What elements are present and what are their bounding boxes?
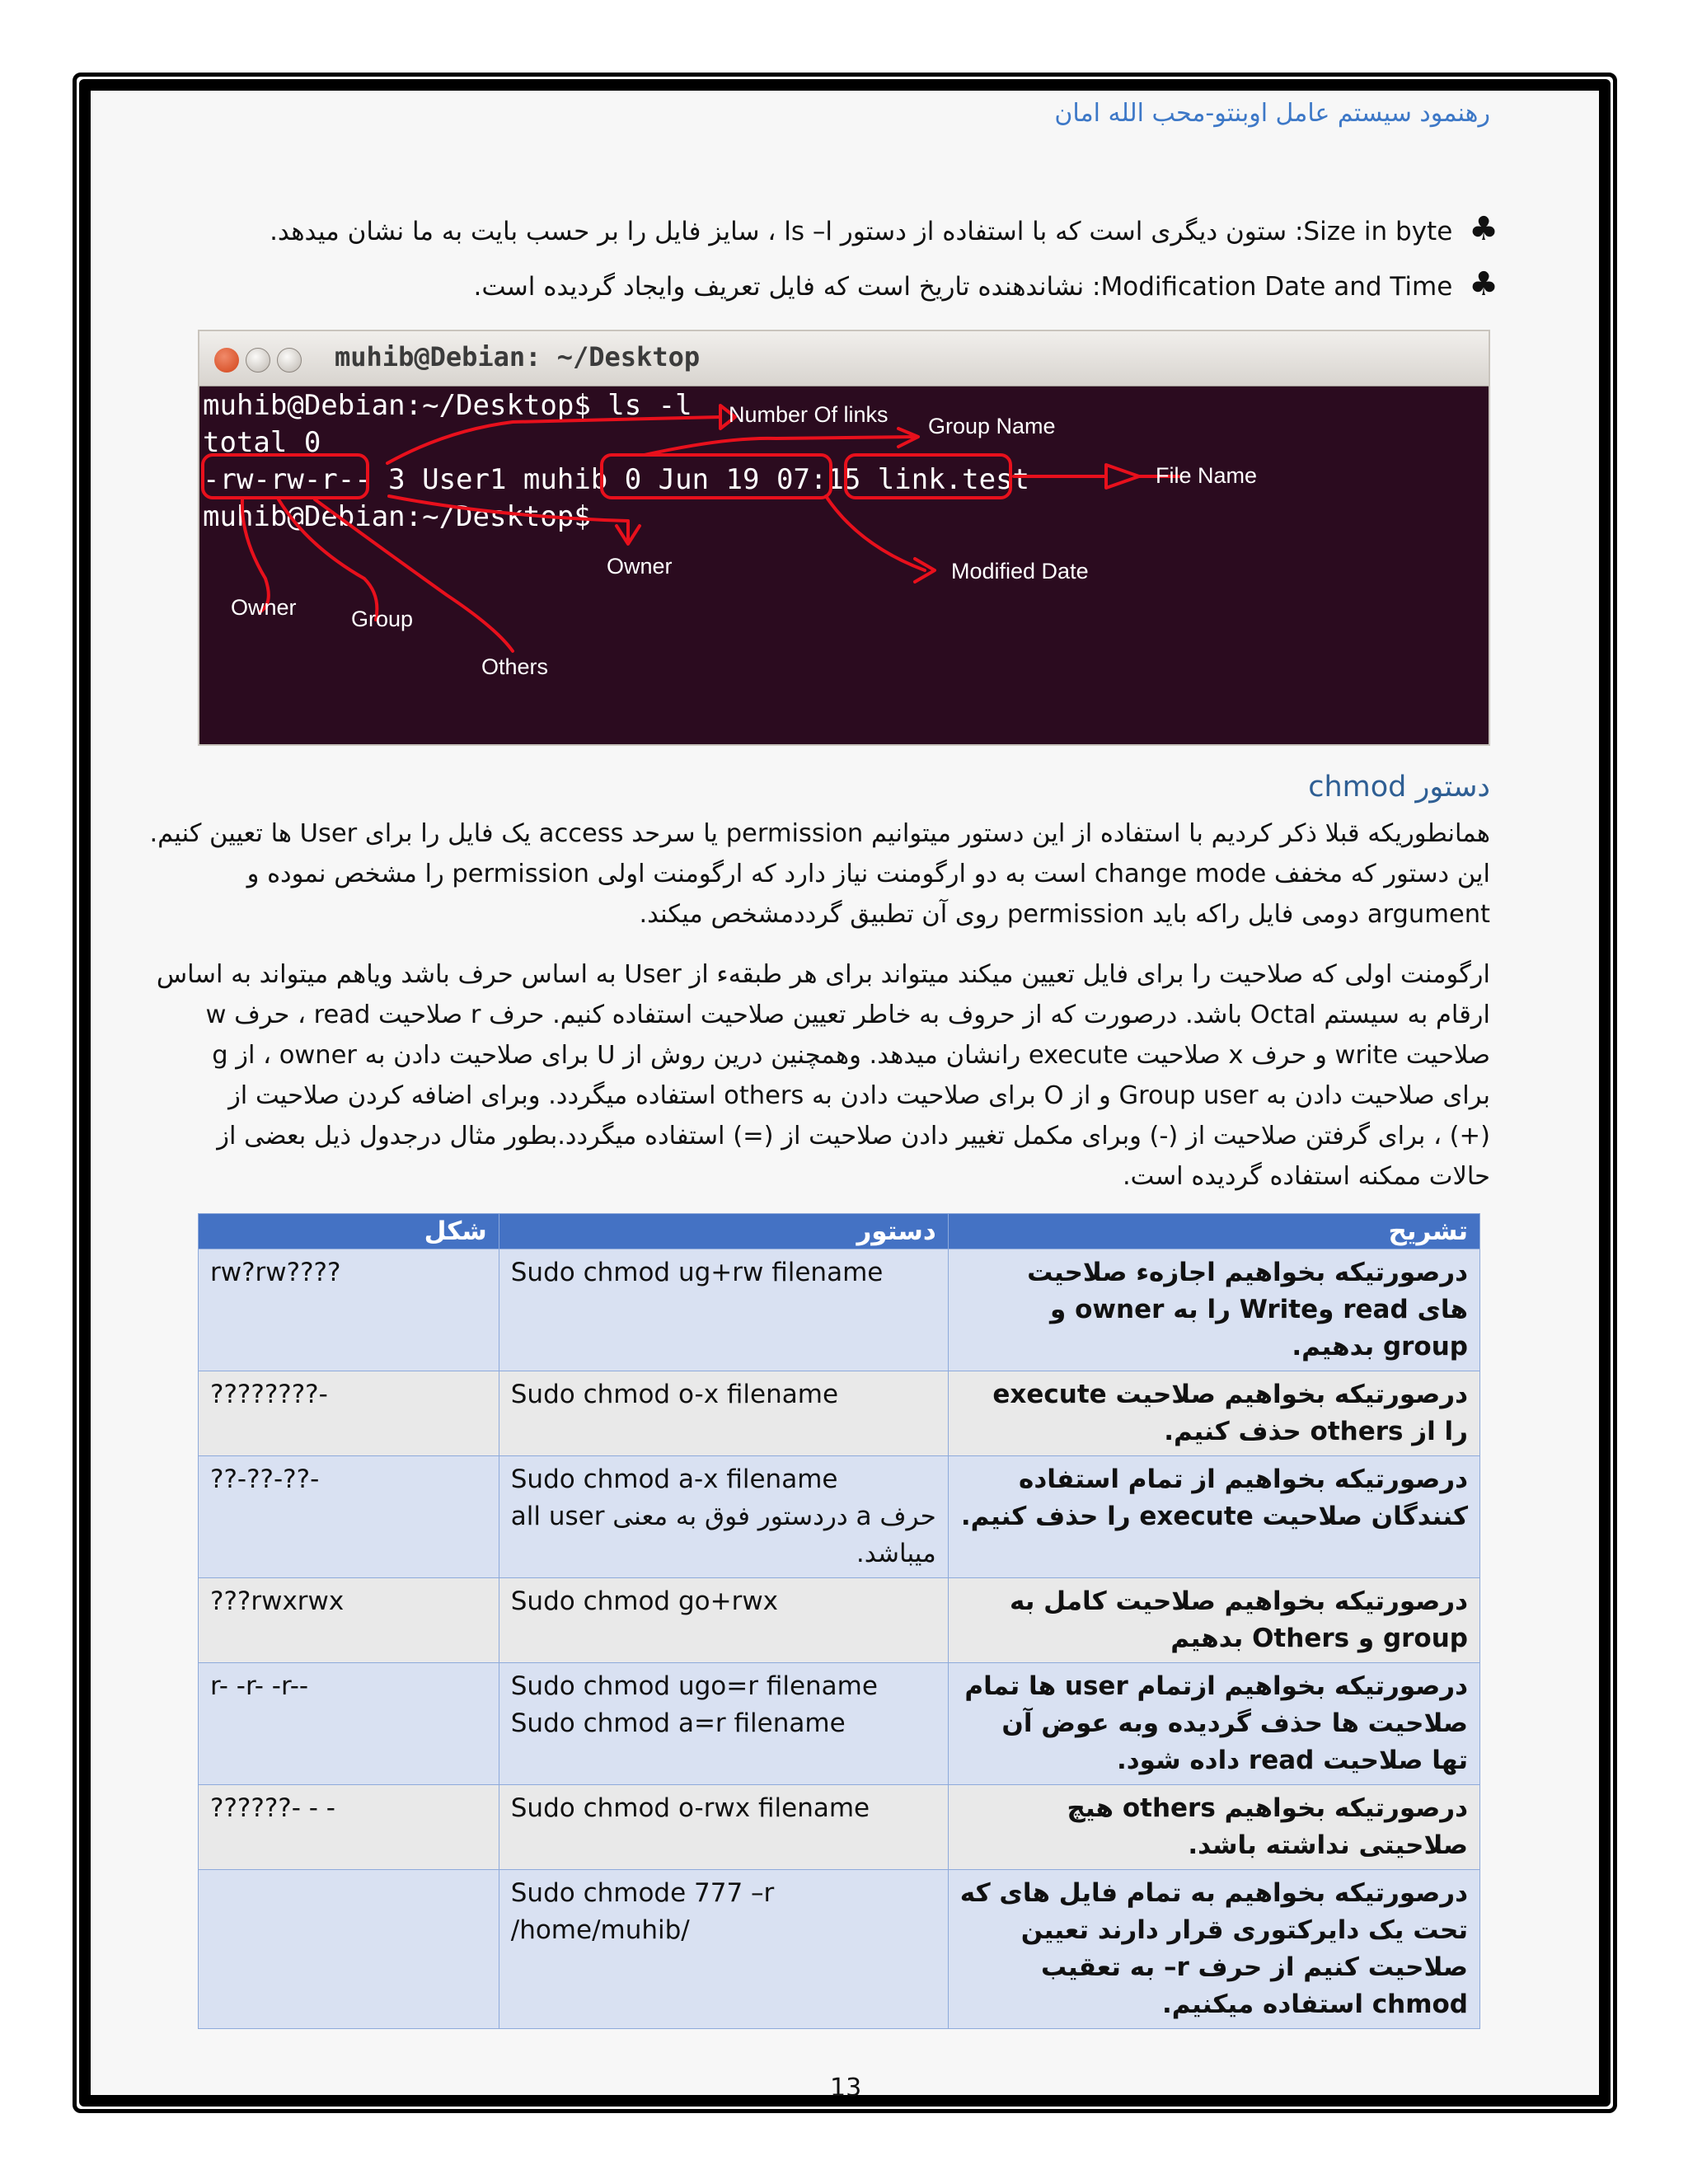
bullet-text: Size in byte: ستون دیگری است که با استفاده از دستور ls –l ، سایز فایل را بر حسب بایت به ما نشان میدهد. bbox=[270, 217, 1453, 246]
table-row bbox=[199, 1785, 1480, 1870]
cell-line: Sudo chmod ug+rw filename bbox=[510, 1258, 884, 1287]
cell-line: درصورتیکه بخواهیم ازتمام user ها تمام bbox=[964, 1671, 1468, 1701]
shape-cell: ??-??-??- bbox=[199, 1456, 499, 1578]
bullet-modification-date bbox=[473, 265, 1498, 303]
label-file-name: File Name bbox=[1156, 463, 1258, 488]
cell-line: درصورتیکه بخواهیم از تمام استفاده bbox=[1019, 1465, 1468, 1494]
command-cell bbox=[499, 1456, 948, 1578]
bullet-size-in-byte bbox=[270, 210, 1498, 248]
command-cell bbox=[499, 1785, 948, 1870]
cell-line: درصورتیکه بخواهیم اجازهء صلاحیت bbox=[1027, 1258, 1468, 1287]
table-row bbox=[199, 1578, 1480, 1663]
cell-line: Sudo chmod ugo=r filename bbox=[510, 1671, 878, 1701]
table-row bbox=[199, 1870, 1480, 2029]
label-others-permission: Others bbox=[481, 654, 549, 679]
paragraph-intro bbox=[149, 813, 1490, 935]
table-row bbox=[199, 1663, 1480, 1785]
cell-line: تحت یک دایرکتوری قرار دارند تعیین bbox=[1020, 1915, 1468, 1945]
shape-cell: ???rwxrwx bbox=[199, 1578, 499, 1663]
label-group-permission: Group bbox=[351, 607, 414, 631]
cell-line: Sudo chmod a-x filename bbox=[510, 1465, 838, 1494]
cell-line: درصورتیکه بخواهیم صلاحیت کامل به bbox=[1009, 1586, 1468, 1616]
terminal-line: total 0 bbox=[203, 426, 321, 459]
cell-line: صلاحیت ها حذف گردیده وبه عوض آن bbox=[1001, 1708, 1468, 1738]
cell-line: chmod استفاده میکنیم. bbox=[1161, 1990, 1468, 2019]
cell-line: Sudo chmod o-rwx filename bbox=[510, 1793, 870, 1823]
annotation-arrows bbox=[199, 331, 1489, 744]
header-description: تشریح bbox=[948, 1214, 1479, 1249]
file-arrowhead bbox=[1106, 465, 1139, 488]
club-bullet-icon: ♣ bbox=[1469, 265, 1498, 303]
paragraph-arguments bbox=[156, 954, 1490, 1197]
paragraph-line: برای صلاحیت دادن به Group user و از O برای صلاحیت دادن به others استفاده میگردد. وبرای اضافه کردن صلاحیت از bbox=[228, 1081, 1490, 1110]
description-cell bbox=[948, 1456, 1479, 1578]
paragraph-line: حالات ممکنه استفاده گردیده است. bbox=[1122, 1162, 1490, 1191]
command-cell bbox=[499, 1663, 948, 1785]
table-row bbox=[199, 1371, 1480, 1456]
cell-line: را از others حذف کنیم. bbox=[1164, 1417, 1468, 1446]
command-cell bbox=[499, 1578, 948, 1663]
club-bullet-icon: ♣ bbox=[1469, 210, 1498, 248]
cell-line: درصورتیکه بخواهیم صلاحیت execute bbox=[992, 1380, 1468, 1409]
description-cell bbox=[948, 1870, 1479, 2029]
label-modified-date: Modified Date bbox=[951, 559, 1089, 583]
cell-line: Sudo chmod o-x filename bbox=[510, 1380, 839, 1409]
cell-line: حرف a دردستور فوق به معنی all user bbox=[510, 1502, 936, 1531]
description-cell bbox=[948, 1578, 1479, 1663]
description-cell bbox=[948, 1785, 1479, 1870]
paragraph-line: این دستور که مخفف change mode است به دو ارگومنت نیاز دارد که ارگومنت اولی permission را مشخص نموده و bbox=[246, 860, 1490, 888]
filename-circle bbox=[846, 455, 1010, 498]
modified-arrow bbox=[826, 496, 925, 570]
date-circle bbox=[602, 455, 831, 498]
command-cell bbox=[499, 1249, 948, 1371]
others-perm-line bbox=[315, 499, 513, 651]
label-owner-column: Owner bbox=[607, 554, 673, 579]
command-cell bbox=[499, 1371, 948, 1456]
cell-line: صلاحیت کنیم از حرف r– به تعقیب bbox=[1041, 1952, 1468, 1982]
cell-line: Sudo chmod go+rwx bbox=[510, 1586, 779, 1616]
terminal-screenshot bbox=[198, 330, 1490, 746]
page-header: رهنمود سیستم عامل اوبنتو-محب الله امان bbox=[1054, 99, 1490, 128]
cell-line: /home/muhib/ bbox=[510, 1915, 690, 1945]
shape-cell: rw?rw???? bbox=[199, 1249, 499, 1371]
cell-line: درصورتیکه بخواهیم به تمام فایل های که bbox=[959, 1878, 1468, 1908]
header-shape: شکل bbox=[199, 1214, 499, 1249]
label-number-of-links: Number Of links bbox=[729, 402, 889, 427]
label-group-name: Group Name bbox=[928, 414, 1056, 438]
chmod-examples-table bbox=[198, 1213, 1480, 2029]
cell-line: میباشد. bbox=[856, 1539, 936, 1568]
shape-cell bbox=[199, 1870, 499, 2029]
cell-line: تها صلاحیت read داده شود. bbox=[1116, 1746, 1468, 1775]
cell-line: group و Others بدهیم bbox=[1170, 1624, 1468, 1653]
cell-line: درصورتیکه بخواهیم others هیچ bbox=[1067, 1793, 1468, 1823]
command-cell bbox=[499, 1870, 948, 2029]
shape-cell: ??????- - - bbox=[199, 1785, 499, 1870]
table-row bbox=[199, 1249, 1480, 1371]
window-title: muhib@Debian: ~/Desktop bbox=[335, 341, 701, 373]
paragraph-line: ارقام به سیستم Octal باشد. درصورت که از حروف به خاطر تعیین صلاحیت استفاده کنیم. حرف r صلاحیت read ، حرف w bbox=[205, 1001, 1490, 1029]
cell-line: کنندگان صلاحیت execute را حذف کنیم. bbox=[960, 1502, 1468, 1531]
description-cell bbox=[948, 1663, 1479, 1785]
paragraph-line: (+) ، برای گرفتن صلاحیت از (-) وبرای مکمل تغییر دادن صلاحیت از (=) استفاده میگردد.بطور مثال درجدول ذیل بعضی از bbox=[217, 1122, 1490, 1151]
terminal-line: -rw-rw-r-- 3 User1 muhib 0 Jun 19 07:15 link.test bbox=[203, 463, 1030, 496]
paragraph-line: صلاحیت write و حرف x صلاحیت execute رانشان میدهد. وهمچنین درین روش از U برای صلاحیت دادن به owner ، از g bbox=[212, 1041, 1490, 1070]
permission-circle bbox=[203, 455, 368, 498]
description-cell bbox=[948, 1371, 1479, 1456]
cell-line: Sudo chmode 777 –r bbox=[510, 1878, 775, 1908]
owner-arrow bbox=[389, 496, 628, 539]
bullet-text: Modification Date and Time: نشاندهنده تاریخ است که فایل تعریف وایجاد گردیده است. bbox=[473, 272, 1453, 302]
table-header-row bbox=[199, 1214, 1480, 1249]
cell-line: group بدهیم. bbox=[1292, 1332, 1468, 1361]
cell-line: های read وWrite را به owner و bbox=[1050, 1295, 1468, 1324]
page-number: 13 bbox=[830, 2074, 862, 2102]
paragraph-line: argument دومی فایل راکه باید permission روی آن تطبیق گرددمشخص میکند. bbox=[639, 900, 1490, 929]
table-row bbox=[199, 1456, 1480, 1578]
terminal-line: muhib@Debian:~/Desktop$ ls -l bbox=[203, 389, 692, 422]
group-arrow bbox=[645, 437, 915, 455]
label-owner-permission: Owner bbox=[231, 595, 297, 620]
cell-line: Sudo chmod a=r filename bbox=[510, 1708, 846, 1738]
section-title: دستور chmod bbox=[1308, 771, 1490, 804]
terminal-line: muhib@Debian:~/Desktop$ bbox=[203, 500, 591, 533]
shape-cell: ????????- bbox=[199, 1371, 499, 1456]
header-command: دستور bbox=[499, 1214, 948, 1249]
paragraph-line: ارگومنت اولی که صلاحیت را برای فایل تعیین میکند میتواند برای هر طبقهء از User به اساس حرف باشد ویاهم میتواند به اساس bbox=[156, 960, 1490, 989]
cell-line: صلاحیتی نداشته باشد. bbox=[1188, 1830, 1468, 1860]
description-cell bbox=[948, 1249, 1479, 1371]
shape-cell: r- -r- -r-- bbox=[199, 1663, 499, 1785]
paragraph-line: همانطوریکه قبلا ذکر کردیم با استفاده از این دستور میتوانیم permission یا سرحد access یک فایل را برای User ها تعیین کنیم. bbox=[149, 819, 1490, 848]
